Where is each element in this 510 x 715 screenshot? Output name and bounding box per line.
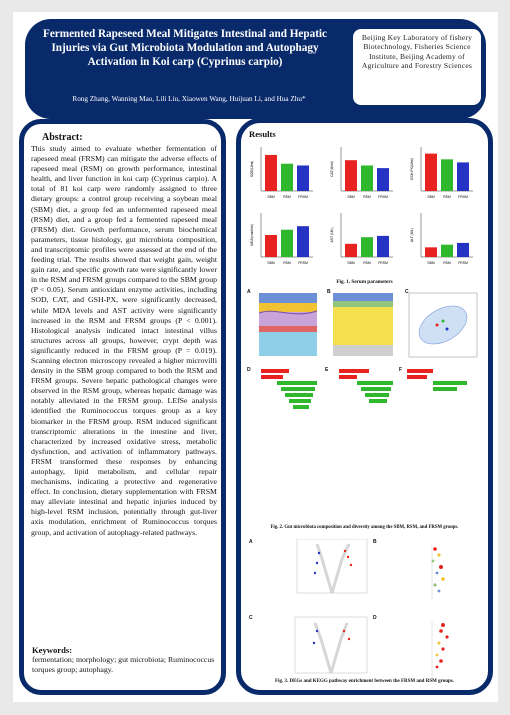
- kegg-dotplot-d: [432, 621, 449, 679]
- category-tick-label: FRSM: [298, 195, 308, 199]
- category-tick-label: RSM: [283, 261, 291, 265]
- serum-bar: [457, 243, 469, 257]
- poster: [13, 12, 498, 702]
- y-axis-label: ALT (U/L): [410, 227, 414, 243]
- lefse-bars: [261, 369, 467, 409]
- serum-bar: [265, 235, 277, 257]
- category-tick-label: SBM: [427, 261, 435, 265]
- category-tick-label: SBM: [347, 195, 355, 199]
- fig2-caption: Fig. 2. Gut microbiota composition and diversity among the SBM, RSM, and FRSM groups.: [270, 525, 459, 530]
- serum-bar-chart: [410, 147, 473, 199]
- author-list: Rong Zhang, Wanning Mao, Lili Liu, Xiaowen Wang, Huijuan Li, and Hua Zhu*: [72, 95, 306, 103]
- serum-bar: [265, 155, 277, 191]
- panel-letter: A: [249, 539, 253, 545]
- affiliation-box: Beijing Key Laboratory of fishery Biotechnology, Fisheries Science Institute, Beijing Academy of Agriculture and Forestry Sciences: [353, 29, 481, 105]
- category-tick-label: RSM: [363, 261, 371, 265]
- category-tick-label: RSM: [283, 195, 291, 199]
- category-tick-label: FRSM: [378, 195, 388, 199]
- serum-bar: [425, 247, 437, 257]
- serum-bar: [377, 236, 389, 257]
- microbiota-figure: [247, 289, 485, 421]
- serum-bar: [297, 165, 309, 191]
- serum-bar-chart: [330, 213, 393, 265]
- panel-letter: F: [399, 367, 403, 373]
- fig1-caption: Fig. 1. Serum parameters: [336, 279, 393, 285]
- serum-bar: [345, 160, 357, 191]
- category-tick-label: FRSM: [378, 261, 388, 265]
- serum-bar: [361, 237, 373, 257]
- fig3-caption: Fig. 3. DEGs and KEGG pathway enrichment between the FRSM and RSM groups.: [275, 679, 454, 684]
- panel-letter: E: [325, 367, 329, 373]
- pcoa-plot: [409, 293, 477, 357]
- serum-bar: [345, 244, 357, 257]
- serum-bar: [425, 154, 437, 191]
- panel-letter: B: [327, 289, 331, 295]
- serum-bar: [441, 245, 453, 257]
- y-axis-label: CAT(U/ml): [330, 161, 334, 177]
- panel-letter: A: [247, 289, 251, 295]
- serum-parameter-charts: [247, 143, 487, 275]
- serum-bar: [297, 226, 309, 257]
- panel-letter: D: [373, 615, 377, 621]
- abstract-heading: Abstract:: [42, 132, 83, 143]
- results-heading: Results: [249, 129, 276, 139]
- poster-header: [25, 19, 486, 119]
- volcano-plot-a: [297, 539, 367, 593]
- category-tick-label: SBM: [347, 261, 355, 265]
- category-tick-label: RSM: [443, 195, 451, 199]
- poster-title: Fermented Rapeseed Meal Mitigates Intestinal and Hepatic Injuries via Gut Microbiota Modulation and Autophagy Activation in Koi carp (Cyprinus carpio): [43, 28, 327, 68]
- panel-letter: B: [373, 539, 377, 545]
- serum-bar-chart: [250, 213, 313, 265]
- serum-bar-chart: [250, 147, 313, 199]
- serum-bar: [281, 230, 293, 257]
- category-tick-label: RSM: [443, 261, 451, 265]
- serum-bar: [377, 168, 389, 191]
- category-tick-label: SBM: [427, 195, 435, 199]
- y-axis-label: AST (U/L): [330, 227, 334, 243]
- abstract-panel: [19, 119, 226, 695]
- category-tick-label: SBM: [267, 195, 275, 199]
- composition-stacked-bar-b: [333, 293, 393, 356]
- y-axis-label: MDA(nmol/ml): [250, 224, 254, 246]
- serum-bar: [281, 164, 293, 191]
- category-tick-label: RSM: [363, 195, 371, 199]
- kegg-dotplot-b: [432, 545, 445, 599]
- composition-stacked-bar-a: [259, 293, 317, 356]
- y-axis-label: GSH-PX(U/ml): [410, 157, 414, 181]
- volcano-plot-c: [295, 617, 367, 673]
- serum-bar-chart: [330, 147, 393, 199]
- serum-bar-chart: [410, 213, 473, 265]
- keywords-text: fermentation; morphology; gut microbiota; Ruminococcus torques group; autophagy.: [32, 655, 215, 675]
- panel-letter: C: [405, 289, 409, 295]
- deg-kegg-figure: [247, 539, 485, 689]
- category-tick-label: SBM: [267, 261, 275, 265]
- keywords-heading: Keywords:: [32, 645, 73, 655]
- serum-bar: [457, 162, 469, 191]
- y-axis-label: SOD(U/ml): [250, 160, 254, 178]
- serum-bar: [441, 159, 453, 191]
- abstract-text: This study aimed to evaluate whether fermentation of rapeseed meal (FRSM) can mitigate the adverse effects of rapeseed meal (RSM) on growth performance, intestinal health, and liver function in koi carp (Cyprinus carpio). A total of 81 koi carp were randomly assigned to three dietary groups: a control group receiving a soybean meal (SBM) diet, a group fed an unfermented rapeseed meal (RSM) diet, and a group fed a fermented rapeseed meal (FRSM) diet. Growth performance, serum biochemical parameters, tissue histology, gut microbiota composition, and transcriptomic profiles were assessed at the end of the feeding trial. The results showed that weight gain, weight gain rate, and specific growth rate were significantly lower in the RSM and FRSM groups compared to the SBM group (P < 0.05). Serum antioxidant enzyme activities, including SOD, CAT, and GSH-PX, were significantly decreased, while MDA levels and AST activity were significantly increased in the RSM and FRSM groups (P < 0.001). Histological analysis indicated intact intestinal villus structures across all groups, however, crypt depth was significantly reduced in the FRSM group (P = 0.019). Scanning electron microscopy revealed a higher microvilli density in the SBM group compared to both the RSM and FRSM groups. Severe hepatic pathological changes were observed in the RSM group, whereas hepatic damage was notably alleviated in the FRSM group. LEfSe analysis identified the Ruminococcus torques group as a key biomarker in the FRSM group. RSM induced significant transcriptomic alterations in the intestine and liver, characterized by increased oxidative stress, metabolic dysfunction, and activation of inflammatory pathways. FRSM transformed these responses by enhancing autophagy, lipid metabolism, and cellular repair mechanisms, indicating a protective and regenerative effect. In conclusion, dietary supplementation with FRSM may alleviate intestinal and hepatic injuries induced by high-level RSM inclusion, potentially through gut-liver axis modulation, enrichment of Ruminococcus torques group, and activation of autophagy-related pathways.: [31, 144, 217, 537]
- panel-letter: D: [247, 367, 251, 373]
- category-tick-label: FRSM: [458, 261, 468, 265]
- category-tick-label: FRSM: [298, 261, 308, 265]
- results-panel: [236, 118, 493, 695]
- panel-letter: C: [249, 615, 253, 621]
- serum-bar: [361, 165, 373, 191]
- category-tick-label: FRSM: [458, 195, 468, 199]
